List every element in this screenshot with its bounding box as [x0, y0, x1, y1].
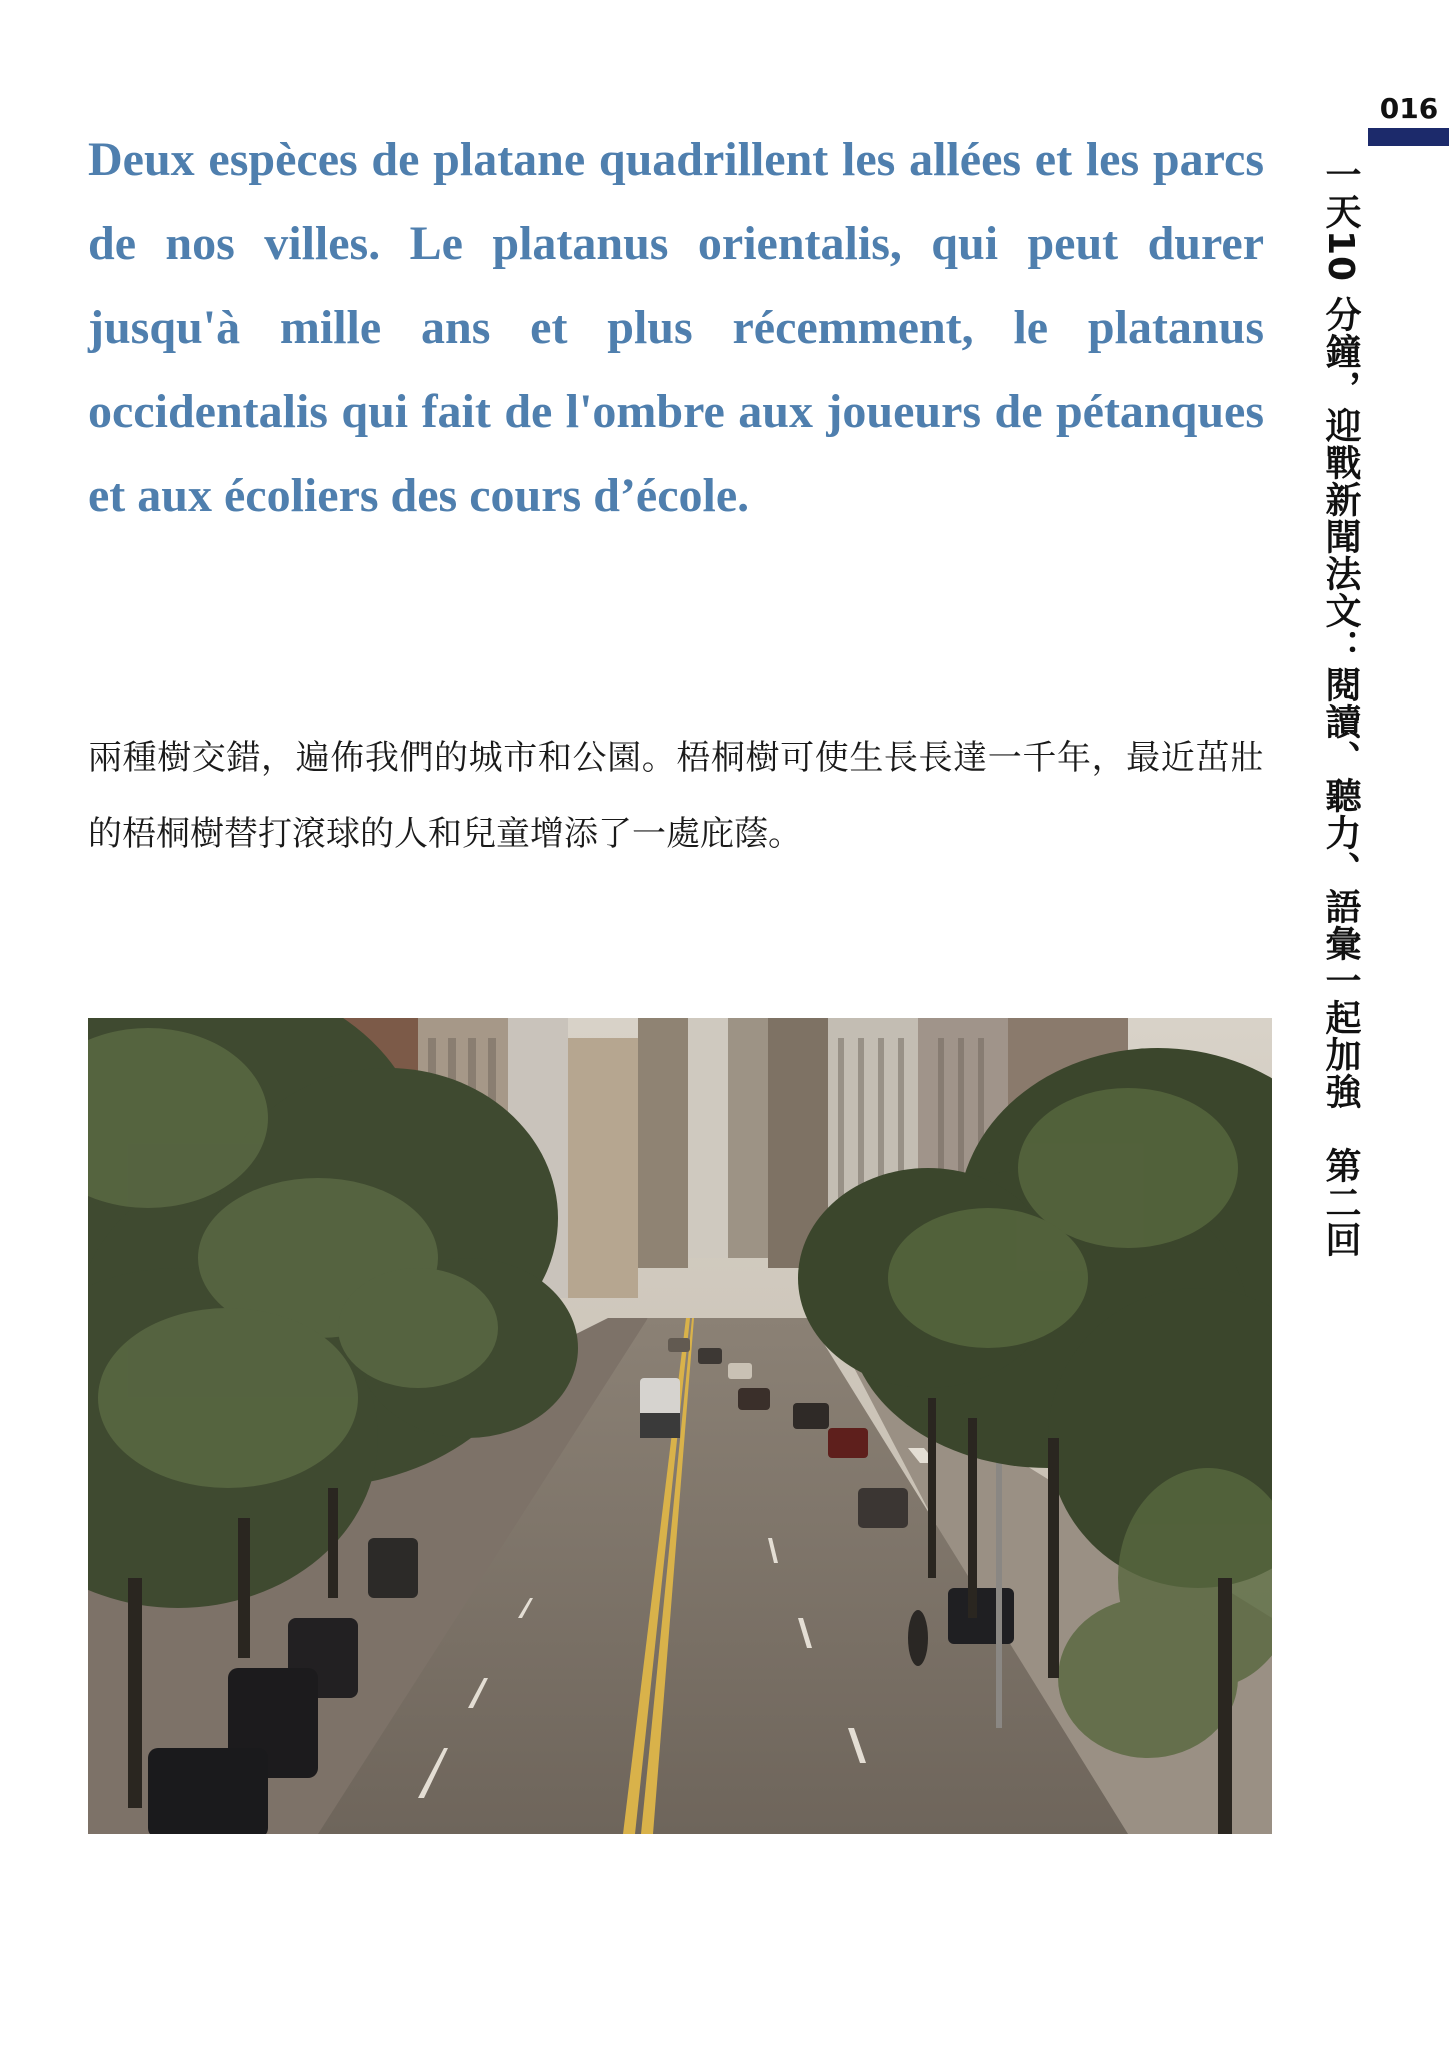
french-paragraph: Deux espèces de platane quadrillent les allées et les parcs de nos villes. Le platanus orientalis, qui peut durer jusqu'à mille ans et plus récemment, le platanus occidentalis qui fait de l'ombre aux joueurs de pétanques et aux écoliers des cours d’école.: [88, 133, 1264, 522]
street-photo: [88, 1018, 1272, 1834]
chinese-translation: 兩種樹交錯，遍佈我們的城市和公園。梧桐樹可使生長長達一千年，最近茁壯的梧桐樹替打滾球的人和兒童增添了一處庇蔭。: [88, 738, 1264, 854]
street-photo-illustration: [88, 1018, 1272, 1834]
running-title: 一天10 分鐘，迎戰新聞法文：閱讀、聽力、語彙一起加強 第二回: [1320, 156, 1361, 1258]
page-number: 016: [1379, 92, 1439, 125]
page-number-bar: [1368, 128, 1449, 146]
